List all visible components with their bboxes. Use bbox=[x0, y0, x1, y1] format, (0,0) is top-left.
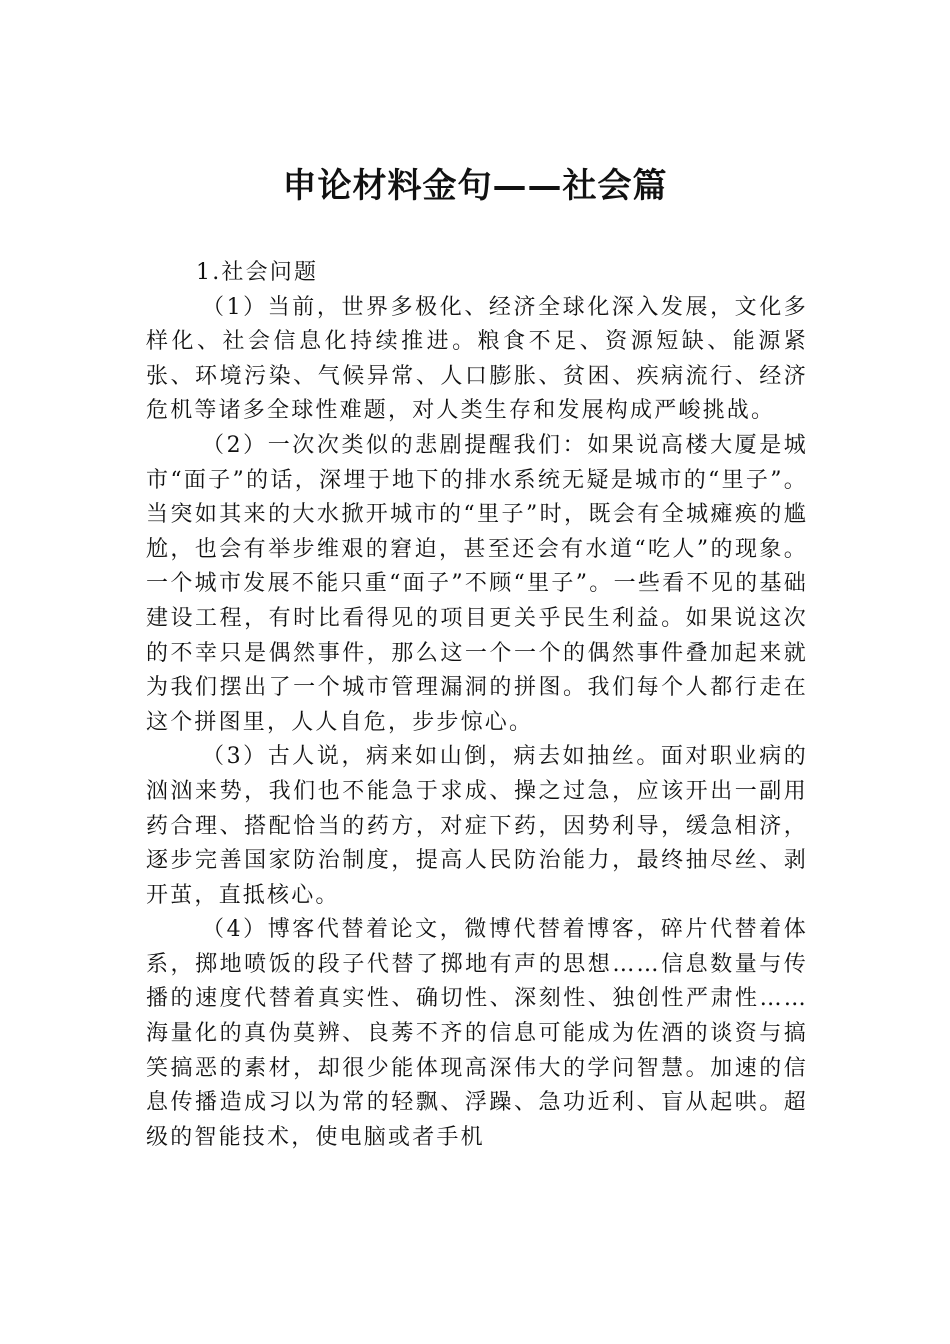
paragraph-2: （2）一次次类似的悲剧提醒我们：如果说高楼大厦是城市“面子”的话，深埋于地下的排水系统无疑是城市的“里子”。当突如其来的大水掀开城市的“里子”时，既会有全城瘫痪的尴尬，也会有举步维艰的窘迫，甚至还会有水道“吃人”的现象。一个城市发展不能只重“面子”不顾“里子”。一些看不见的基础建设工程，有时比看得见的项目更关乎民生利益。如果说这次的不幸只是偶然事件，那么这一个一个的偶然事件叠加起来就为我们摆出了一个城市管理漏洞的拼图。我们每个人都行走在这个拼图里，人人自危，步步惊心。 bbox=[146, 432, 808, 735]
paragraph-4: （4）博客代替着论文，微博代替着博客，碎片代替着体系，掷地喷饭的段子代替了掷地有声的思想……信息数量与传播的速度代替着真实性、确切性、深刻性、独创性严肃性……海量化的真伪莫辨、良莠不齐的信息可能成为佐酒的谈资与搞笑搞恶的素材，却很少能体现高深伟大的学问智慧。加速的信息传播造成习以为常的轻飘、浮躁、急功近利、盲从起哄。超级的智能技术，使电脑或者手机 bbox=[146, 917, 808, 1150]
section-heading: 1.社会问题 bbox=[196, 260, 319, 285]
document-title: 申论材料金句——社会篇 bbox=[282, 166, 668, 206]
document-body bbox=[146, 256, 808, 1155]
paragraph-1: （1）当前，世界多极化、经济全球化深入发展，文化多样化、社会信息化持续推进。粮食不足、资源短缺、能源紧张、环境污染、气候异常、人口膨胀、贫困、疾病流行、经济危机等诸多全球性难题，对人类生存和发展构成严峻挑战。 bbox=[146, 294, 808, 424]
paragraph-3: （3）古人说，病来如山倒，病去如抽丝。面对职业病的汹汹来势，我们也不能急于求成、操之过急，应该开出一副用药合理、搭配恰当的药方，对症下药，因势利导，缓急相济，逐步完善国家防治制度，提高人民防治能力，最终抽尽丝、剥开茧，直抵核心。 bbox=[146, 744, 808, 908]
